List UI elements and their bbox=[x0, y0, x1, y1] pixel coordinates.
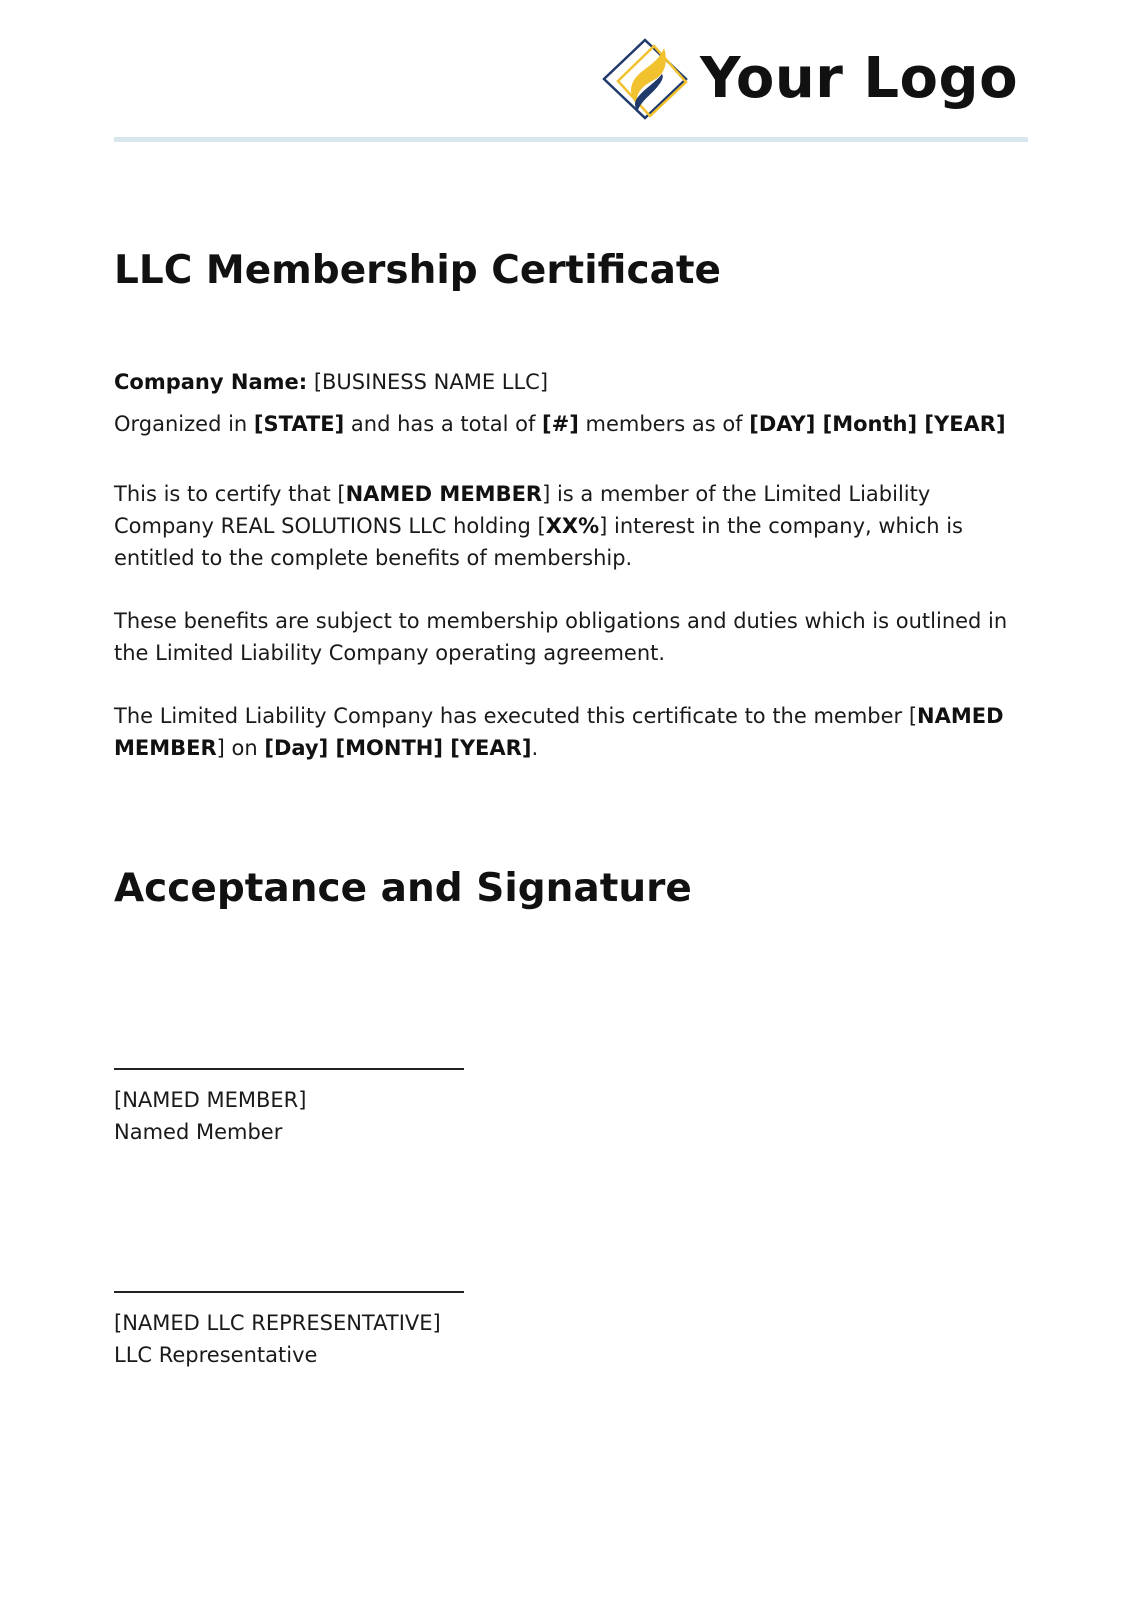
company-name-value: [BUSINESS NAME LLC] bbox=[307, 370, 549, 394]
diamond-swoosh-logo-icon bbox=[598, 34, 692, 124]
logo-text: Your Logo bbox=[700, 46, 1019, 111]
executed-text-2: ] on bbox=[216, 736, 265, 760]
certify-text-1: This is to certify that [ bbox=[114, 482, 346, 506]
executed-date-placeholder: [Day] [MONTH] [YEAR] bbox=[264, 736, 532, 760]
certify-text-3: ] interest in the company, which is entitled to the complete benefits of membership. bbox=[114, 514, 964, 570]
company-name-label: Company Name: bbox=[114, 370, 308, 394]
executed-member-placeholder: NAMED MEMBER bbox=[114, 704, 1004, 760]
header-divider bbox=[114, 137, 1028, 142]
organized-text-2: and has a total of bbox=[344, 412, 543, 436]
company-name-line bbox=[114, 366, 1034, 398]
executed-text-1: The Limited Liability Company has executed this certificate to the member [ bbox=[114, 704, 918, 728]
organized-line bbox=[114, 408, 1034, 440]
executed-text-3: . bbox=[531, 736, 539, 760]
named-member-placeholder: NAMED MEMBER bbox=[345, 482, 543, 506]
signature-role: Named Member bbox=[114, 1120, 283, 1144]
executed-paragraph bbox=[114, 700, 1034, 764]
certify-text-2: ] is a member of the Limited Liability Company REAL SOLUTIONS LLC holding [ bbox=[114, 482, 931, 538]
benefits-paragraph: These benefits are subject to membership obligations and duties which is outlined in the Limited Liability Company operating agreement. bbox=[114, 609, 1008, 665]
signature-block-representative bbox=[114, 1307, 441, 1371]
signature-role: LLC Representative bbox=[114, 1343, 318, 1367]
signature-line-member bbox=[114, 1068, 464, 1070]
interest-placeholder: XX% bbox=[545, 514, 600, 538]
acceptance-title: Acceptance and Signature bbox=[114, 866, 692, 911]
signature-line-representative bbox=[114, 1291, 464, 1293]
signature-name: [NAMED MEMBER] bbox=[114, 1088, 307, 1112]
signature-name: [NAMED LLC REPRESENTATIVE] bbox=[114, 1311, 441, 1335]
state-placeholder: [STATE] bbox=[253, 412, 345, 436]
signature-block-member bbox=[114, 1084, 306, 1148]
document-title: LLC Membership Certificate bbox=[114, 248, 721, 293]
certify-paragraph bbox=[114, 478, 1034, 574]
organized-text-3: members as of bbox=[578, 412, 750, 436]
member-count-placeholder: [#] bbox=[542, 412, 579, 436]
organized-text-1: Organized in bbox=[114, 412, 254, 436]
organized-date-placeholder: [DAY] [Month] [YEAR] bbox=[749, 412, 1006, 436]
logo bbox=[598, 34, 1018, 124]
